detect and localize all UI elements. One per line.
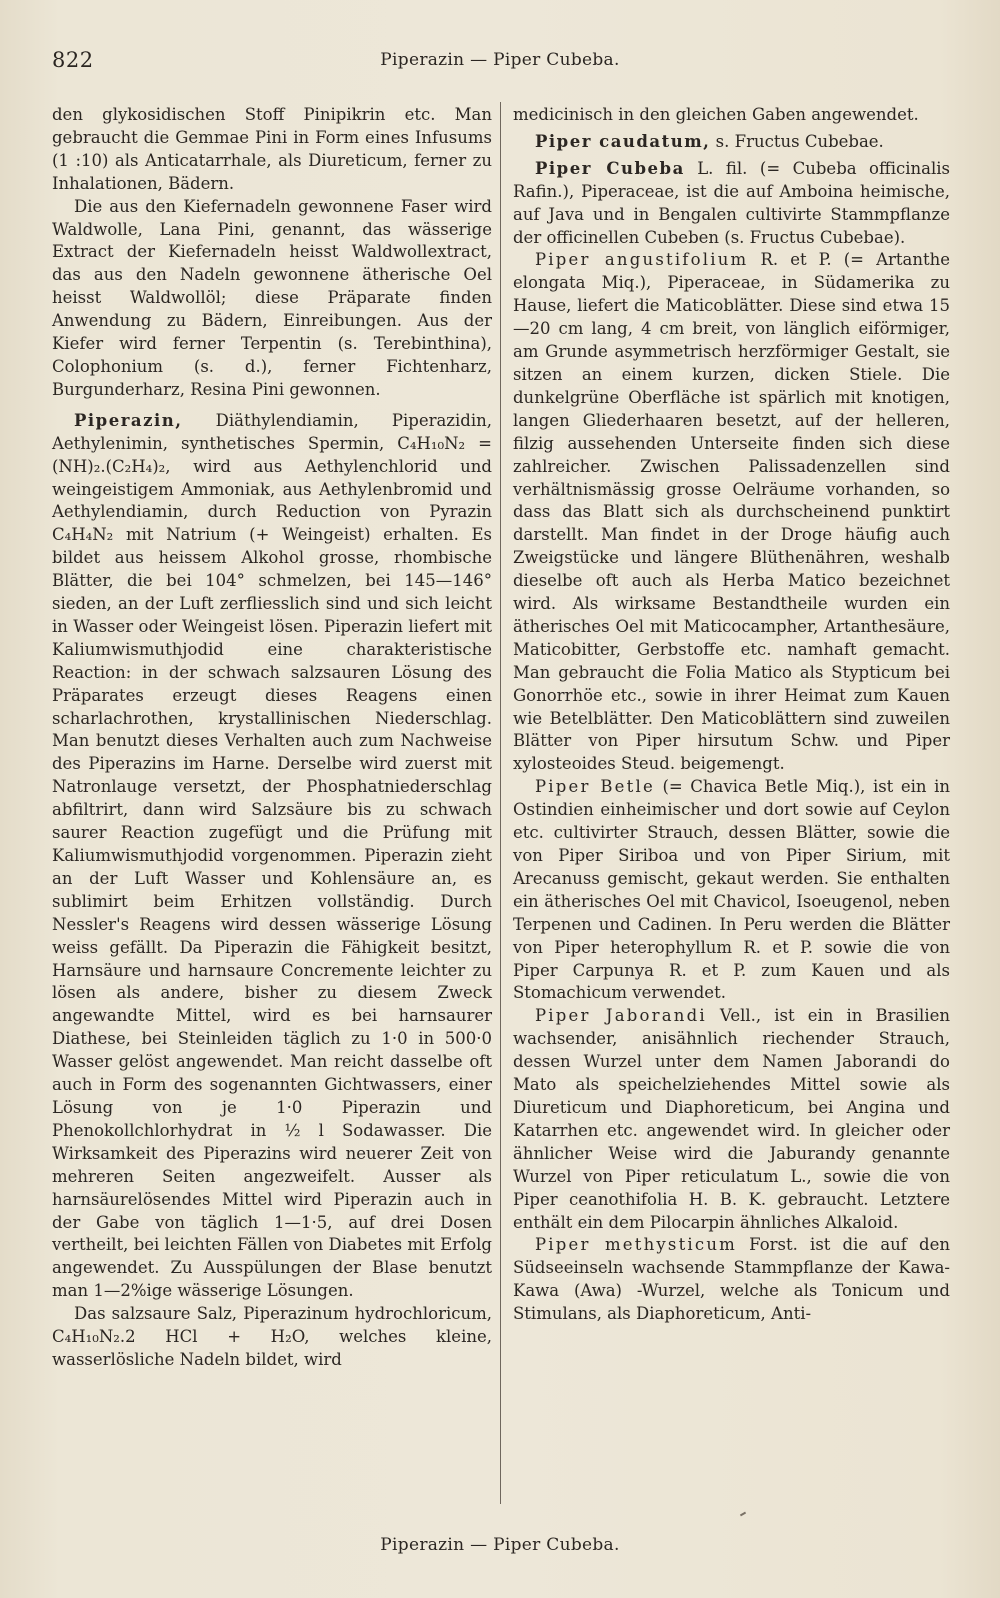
entry-text: Forst. ist die auf den Südseeinseln wachsende Stammpflanze der Kawa-Kawa (Awa) -Wurzel, welche als Tonicum und Stimulans, als Diaphoreticum, Anti- xyxy=(513,1235,950,1324)
paragraph: den glykosidischen Stoff Pinipikrin etc. Man gebraucht die Gemmae Pini in Form eines Infusums (1 :10) als Anticatarrhale, als Diureticum, ferner zu Inhalationen, Bädern. xyxy=(52,105,492,193)
entry-piper-caudatum xyxy=(513,131,950,154)
entry-piper-methysticum xyxy=(513,1234,950,1326)
entry-headword: Piper Cubeba xyxy=(535,158,685,178)
page-number: 822 xyxy=(52,48,94,72)
page-header xyxy=(52,48,948,78)
print-speck xyxy=(740,1512,746,1517)
right-column xyxy=(513,104,950,1326)
entry-headword: Piperazin, xyxy=(74,410,183,430)
entry-text: s. Fructus Cubebae. xyxy=(710,131,884,151)
running-head: Piperazin — Piper Cubeba. xyxy=(380,50,620,70)
entry-text: (= Chavica Betle Miq.), ist ein in Ostindien einheimischer und dort sowie auf Ceylon etc. cultivirter Strauch, dessen Blätter, sowie die von Piper Siriboa und von Piper Sirium, mit Arecanuss gemischt, gekaut werden. Sie enthalten ein ätherisches Oel mit Chavicol, Isoeugenol, neben Terpenen und Cadinen. In Peru werden die Blätter von Piper heterophyllum R. et P. sowie die von Piper Carpunya R. et P. zum Kauen und als Stomachicum verwendet. xyxy=(513,777,950,1003)
entry-text: Diäthylendiamin, Piperazidin, Aethylenimin, synthetisches Spermin, C₄H₁₀N₂ = (NH)₂.(C₂H₄)₂, wird aus Aethylenchlorid und weingeistigem Ammoniak, aus Aethylenbromid und Aethylendiamin, durch Reduction von Pyrazin C₄H₄N₂ mit Natrium (+ Weingeist) erhalten. Es bildet aus heissem Alkohol grosse, rhombische Blätter, die bei 104° schmelzen, bei 145—146° sieden, an der Luft zerfliesslich sind und sich leicht in Wasser oder Weingeist lösen. Piperazin liefert mit Kaliumwismuthjodid eine charakteristische Reaction: in der schwach salzsauren Lösung des Präparates erzeugt dieses Reagens einen scharlachrothen, krystallinischen Niederschlag. Man benutzt dieses Verhalten auch zum Nachweise des Piperazins im Harne. Derselbe wird zuerst mit Natronlauge versetzt, der Phosphatniederschlag abfiltrirt, dann wird Salzsäure bis zu schwach saurer Reaction zugefügt und die Prüfung mit Kaliumwismuthjodid vorgenommen. Piperazin zieht an der Luft Wasser und Kohlensäure an, es sublimirt beim Erhitzen vollständig. Durch Nessler's Reagens wird dessen wässerige Lösung weiss gefällt. Da Piperazin die Fähigkeit besitzt, Harnsäure und harnsaure Concremente leichter zu lösen als andere, bisher zu diesem Zweck angewandte Mittel, wird es bei harnsaurer Diathese, bei Steinleiden täglich zu 1·0 in 500·0 Wasser gelöst angewendet. Man reicht dasselbe oft auch in Form des sogenannten Gichtwassers, einer Lösung von je 1·0 Piperazin und Phenokollchlorhydrat in ½ l Sodawasser. Die Wirksamkeit des Piperazins wird neuerer Zeit von mehreren Seiten angezweifelt. Ausser als harnsäurelösendes Mittel wird Piperazin auch in der Gabe von täglich 1—1·5, auf drei Dosen vertheilt, bei leichten Fällen von Diabetes mit Erfolg angewendet. Zu Ausspülungen der Blase benutzt man 1—2%ige wässerige Lösungen. xyxy=(52,410,492,1301)
column-divider xyxy=(500,102,501,1504)
entry-piper-jaborandi xyxy=(513,1005,950,1234)
entry-headword: Piper methysticum xyxy=(535,1235,738,1255)
entry-text: R. et P. (= Artanthe elongata Miq.), Piperaceae, in Südamerika zu Hause, liefert die Maticoblätter. Diese sind etwa 15—20 cm lang, 4 cm breit, von länglich eiförmiger, am Grunde asymmetrisch herzförmiger Gestalt, sie sitzen an einem kurzen, dicken Stiele. Die dunkelgrüne Oberfläche ist spärlich mit knotigen, langen Gliederhaaren besetzt, auf der helleren, filzig aussehenden Unterseite finden sich diese zahlreicher. Zwischen Palissadenzellen sind verhältnismässig grosse Oelräume vorhanden, so dass das Blatt sich als durchscheinend punktirt darstellt. Man findet in der Droge häufig auch Zweigstücke und längere Blüthenähren, weshalb dieselbe oft auch als Herba Matico bezeichnet wird. Als wirksame Bestandtheile wurden ein ätherisches Oel mit Maticocampher, Artanthesäure, Maticobitter, Gerbstoffe etc. namhaft gemacht. Man gebraucht die Folia Matico als Stypticum bei Gonorrhöe etc., sowie in ihrer Heimat zum Kauen wie Betelblätter. Den Maticoblättern sind zuweilen Blätter von Piper hirsutum Schw. und Piper xylosteoides Steud. beigemengt. xyxy=(513,250,950,774)
entry-piperazin xyxy=(52,410,492,1303)
entry-headword: Piper angustifolium xyxy=(535,250,749,270)
entry-piper-betle xyxy=(513,776,950,1005)
entry-text: Vell., ist ein in Brasilien wachsender, anisähnlich riechender Strauch, dessen Wurzel unter dem Namen Jaborandi do Mato als speichelziehendes Mittel sowie als Diureticum und Diaphoreticum, bei Angina und Katarrhen etc. angewendet wird. In gleicher oder ähnlicher Weise wird die Jaburandy genannte Wurzel von Piper reticulatum L., sowie die von Piper ceanothifolia H. B. K. gebraucht. Letztere enthält ein dem Pilocarpin ähnliches Alkaloid. xyxy=(513,1006,950,1232)
entry-text: L. fil. (= Cubeba officinalis Rafin.), Piperaceae, ist die auf Amboina heimische, auf Java und in Bengalen cultivirte Stammpflanze der officinellen Cubeben (s. Fructus Cubebae). xyxy=(513,158,950,247)
paragraph: Die aus den Kiefernadeln gewonnene Faser wird Waldwolle, Lana Pini, genannt, das wässerige Extract der Kiefernadeln heisst Waldwollextract, das aus den Nadeln gewonnene ätherische Oel heisst Waldwollöl; diese Präparate finden Anwendung zu Bädern, Einreibungen. Aus der Kiefer wird ferner Terpentin (s. Terebinthina), Colophonium (s. d.), ferner Fichtenharz, Burgunderharz, Resina Pini gewonnen. xyxy=(52,196,492,399)
entry-piper-angustifolium xyxy=(513,249,950,776)
entry-headword: Piper Betle xyxy=(535,777,655,797)
entry-headword: Piper Jaborandi xyxy=(535,1006,707,1026)
paragraph: medicinisch in den gleichen Gaben angewendet. xyxy=(513,105,919,124)
paragraph: Das salzsaure Salz, Piperazinum hydrochloricum, C₄H₁₀N₂.2 HCl + H₂O, welches kleine, wasserlösliche Nadeln bildet, wird xyxy=(52,1304,492,1369)
entry-headword: Piper caudatum, xyxy=(535,131,711,151)
running-foot: Piperazin — Piper Cubeba. xyxy=(380,1535,620,1555)
left-column xyxy=(52,104,492,1372)
entry-piper-cubeba xyxy=(513,158,950,250)
